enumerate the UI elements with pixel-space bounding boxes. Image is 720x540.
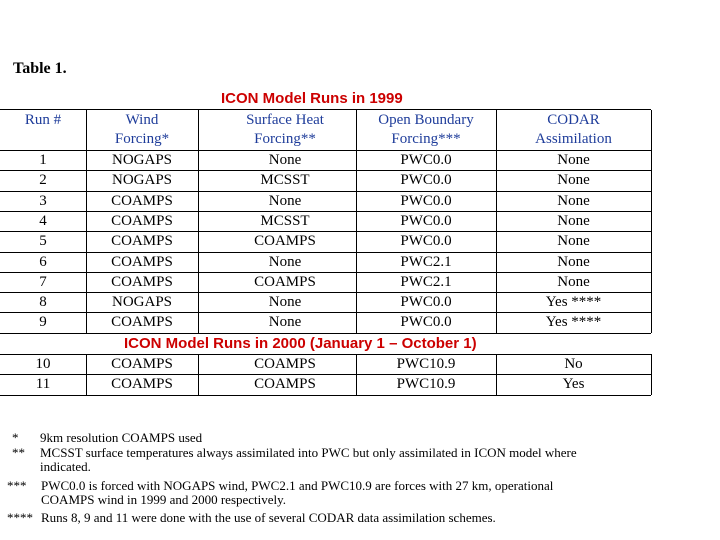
wind-forcing-cell: COAMPS [111, 253, 173, 270]
grid-line [0, 231, 651, 232]
header-line: Run # [24, 112, 62, 128]
codar-assimilation-cell: Yes **** [545, 314, 602, 331]
grid-line [496, 354, 497, 395]
open-boundary-forcing-cell: PWC2.1 [400, 253, 452, 270]
footnote-text [41, 511, 641, 525]
grid-line [0, 211, 651, 212]
surface-heat-forcing-cell: None [268, 253, 302, 270]
open-boundary-forcing-cell: PWC0.0 [400, 314, 452, 331]
header-line: Forcing*** [391, 131, 461, 147]
surface-heat-forcing-cell: MCSST [260, 172, 310, 189]
wind-forcing-cell: NOGAPS [111, 152, 172, 168]
grid-line [198, 354, 199, 395]
surface-heat-forcing-cell: MCSST [260, 212, 310, 229]
open-boundary-forcing-cell: PWC2.1 [400, 273, 452, 290]
header-codar-assimilation [496, 111, 651, 151]
header-line: Assimilation [535, 131, 612, 147]
wind-forcing-cell: COAMPS [111, 314, 173, 331]
table-row [0, 252, 651, 272]
table-row [0, 272, 651, 292]
header-line: Forcing* [114, 131, 170, 147]
header-surface-heat-forcing [198, 111, 372, 151]
surface-heat-forcing-cell: COAMPS [254, 356, 316, 372]
table-row [0, 354, 651, 374]
run-number-cell: 1 [39, 152, 47, 168]
surface-heat-forcing-cell: None [268, 192, 302, 209]
run-number-cell: 11 [35, 376, 51, 393]
section-title-2000: ICON Model Runs in 2000 (January 1 – October 1) [124, 335, 477, 352]
wind-forcing-cell: COAMPS [111, 212, 173, 229]
open-boundary-forcing-cell: PWC0.0 [400, 172, 452, 189]
grid-line [0, 109, 651, 110]
grid-line [198, 110, 199, 333]
table-label: Table 1. [13, 60, 67, 77]
footnote-line: Runs 8, 9 and 11 were done with the use of several CODAR data assimilation schemes. [41, 510, 496, 525]
footnote-mark: *** [7, 478, 27, 493]
open-boundary-forcing-cell: PWC0.0 [400, 233, 452, 250]
wind-forcing-cell: COAMPS [111, 273, 173, 290]
surface-heat-forcing-cell: None [268, 294, 302, 311]
table-row [0, 170, 651, 190]
codar-assimilation-cell: None [557, 152, 590, 168]
table-row [0, 292, 651, 312]
grid-line [0, 395, 651, 396]
footnote-line: 9km resolution COAMPS used [40, 430, 203, 445]
grid-line [0, 191, 651, 192]
codar-assimilation-cell: Yes **** [545, 294, 602, 311]
footnote-mark: **** [7, 510, 33, 525]
run-number-cell: 5 [39, 233, 47, 250]
grid-line [86, 354, 87, 395]
grid-line [0, 333, 651, 334]
surface-heat-forcing-cell: COAMPS [254, 376, 316, 393]
run-number-cell: 6 [39, 253, 47, 270]
footnote-line: indicated. [40, 459, 91, 474]
header-line: Wind [125, 112, 159, 128]
codar-assimilation-cell: No [564, 356, 583, 372]
table-row [0, 374, 651, 394]
wind-forcing-cell: COAMPS [111, 356, 173, 372]
codar-assimilation-cell: None [557, 273, 590, 290]
footnote-text [41, 479, 641, 507]
grid-line [0, 292, 651, 293]
header-open-boundary-forcing [356, 111, 496, 151]
grid-line [356, 354, 357, 395]
surface-heat-forcing-cell: None [268, 152, 302, 168]
header-line: Open Boundary [378, 112, 474, 128]
codar-assimilation-cell: None [557, 172, 590, 189]
surface-heat-forcing-cell: COAMPS [254, 233, 316, 250]
header-run-number [0, 111, 86, 151]
run-number-cell: 7 [39, 273, 47, 290]
grid-line [0, 150, 651, 151]
grid-line [356, 110, 357, 333]
footnote-line: COAMPS wind in 1999 and 2000 respectively. [41, 492, 287, 507]
header-wind-forcing [86, 111, 198, 151]
header-line: CODAR [547, 112, 600, 128]
grid-line [86, 110, 87, 333]
run-number-cell: 9 [39, 314, 47, 331]
grid-line [651, 354, 652, 395]
codar-assimilation-cell: None [557, 212, 590, 229]
wind-forcing-cell: NOGAPS [111, 172, 172, 189]
table-row [0, 211, 651, 231]
open-boundary-forcing-cell: PWC0.0 [400, 152, 452, 168]
grid-line [0, 354, 651, 355]
open-boundary-forcing-cell: PWC0.0 [400, 192, 452, 209]
wind-forcing-cell: COAMPS [111, 192, 173, 209]
header-line: Surface Heat [246, 112, 324, 128]
open-boundary-forcing-cell: PWC0.0 [400, 294, 452, 311]
wind-forcing-cell: NOGAPS [111, 294, 172, 311]
wind-forcing-cell: COAMPS [111, 233, 173, 250]
open-boundary-forcing-cell: PWC0.0 [400, 212, 452, 229]
run-number-cell: 4 [39, 212, 47, 229]
codar-assimilation-cell: None [557, 233, 590, 250]
run-number-cell: 3 [39, 192, 47, 209]
grid-line [0, 272, 651, 273]
footnote-mark: ** [12, 445, 25, 460]
header-line: Forcing** [254, 131, 316, 147]
table-row [0, 312, 651, 332]
grid-line [0, 252, 651, 253]
codar-assimilation-cell: None [557, 253, 590, 270]
codar-assimilation-cell: Yes [562, 376, 585, 393]
table-row [0, 191, 651, 211]
grid-line [651, 110, 652, 333]
wind-forcing-cell: COAMPS [111, 376, 173, 393]
grid-line [0, 170, 651, 171]
open-boundary-forcing-cell: PWC10.9 [396, 356, 456, 372]
table-header-row [0, 110, 651, 150]
footnote-line: MCSST surface temperatures always assimilated into PWC but only assimilated in ICON model where [40, 445, 577, 460]
surface-heat-forcing-cell: COAMPS [254, 273, 316, 290]
table-row [0, 231, 651, 251]
open-boundary-forcing-cell: PWC10.9 [396, 376, 456, 393]
run-number-cell: 8 [39, 294, 47, 311]
footnote-text [40, 431, 640, 445]
surface-heat-forcing-cell: None [268, 314, 302, 331]
table-row [0, 150, 651, 170]
grid-line [496, 110, 497, 333]
run-number-cell: 2 [39, 172, 47, 189]
run-number-cell: 10 [35, 356, 51, 372]
codar-assimilation-cell: None [557, 192, 590, 209]
footnote-mark: * [12, 430, 19, 445]
grid-line [0, 374, 651, 375]
grid-line [0, 312, 651, 313]
footnote-line: PWC0.0 is forced with NOGAPS wind, PWC2.1 and PWC10.9 are forces with 27 km, operational [41, 478, 554, 493]
footnote-text [40, 446, 640, 474]
section-title-1999: ICON Model Runs in 1999 [221, 90, 403, 107]
